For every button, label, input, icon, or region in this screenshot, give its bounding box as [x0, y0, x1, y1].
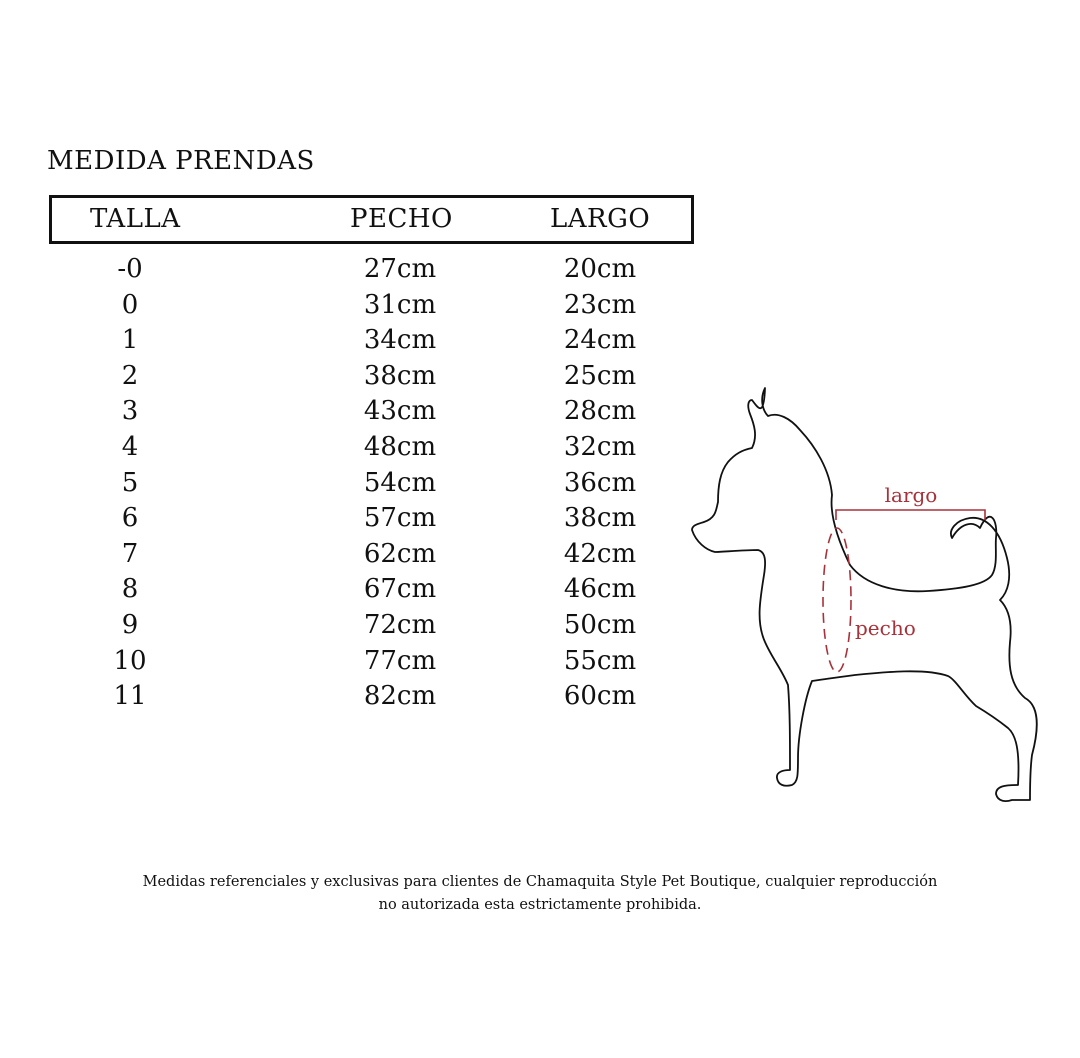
table-row: [0, 503, 700, 539]
cell-talla: 5: [121, 467, 139, 498]
cell-pecho: 82cm: [363, 681, 437, 712]
cell-largo: 32cm: [563, 431, 637, 462]
cell-largo: 46cm: [563, 574, 637, 605]
page-title: MEDIDA PRENDAS: [47, 146, 315, 176]
largo-label: largo: [884, 483, 938, 507]
cell-talla: 2: [121, 360, 139, 391]
cell-talla: 10: [113, 645, 147, 676]
table-header: [49, 195, 694, 244]
cell-largo: 28cm: [563, 396, 637, 427]
cell-pecho: 57cm: [363, 503, 437, 534]
cell-pecho: 77cm: [363, 645, 437, 676]
cell-largo: 38cm: [563, 503, 637, 534]
cell-largo: 50cm: [563, 609, 637, 640]
dog-diagram: [680, 380, 1050, 810]
cell-talla: 7: [121, 538, 139, 569]
cell-talla: -0: [117, 254, 143, 284]
cell-largo: 36cm: [563, 467, 637, 498]
cell-pecho: 27cm: [363, 254, 437, 284]
table-row: [0, 539, 700, 575]
footer-line-1: Medidas referenciales y exclusivas para clientes de Chamaquita Style Pet Boutique, cualquier reproducción: [142, 874, 938, 890]
table-row: [0, 681, 700, 717]
size-table: [0, 254, 700, 717]
cell-largo: 23cm: [563, 289, 637, 320]
table-row: [0, 646, 700, 682]
cell-largo: 25cm: [563, 360, 637, 391]
cell-pecho: 31cm: [363, 289, 437, 320]
cell-talla: 0: [121, 289, 139, 320]
cell-pecho: 67cm: [363, 574, 437, 605]
cell-pecho: 48cm: [363, 431, 437, 462]
cell-largo: 24cm: [563, 325, 637, 356]
dog-outline: [692, 388, 1037, 801]
header-largo: LARGO: [550, 204, 651, 234]
header-talla: TALLA: [90, 204, 181, 234]
cell-largo: 55cm: [563, 645, 637, 676]
pecho-ellipse: [823, 528, 851, 672]
table-row: [0, 254, 700, 290]
table-row: [0, 432, 700, 468]
header-pecho: PECHO: [350, 204, 453, 234]
cell-talla: 3: [121, 396, 139, 427]
cell-pecho: 62cm: [363, 538, 437, 569]
pecho-label: pecho: [855, 616, 916, 640]
cell-pecho: 43cm: [363, 396, 437, 427]
table-row: [0, 610, 700, 646]
cell-largo: 42cm: [563, 538, 637, 569]
footer-line-2: no autorizada esta estrictamente prohibida.: [378, 897, 702, 913]
cell-talla: 8: [121, 574, 139, 605]
cell-pecho: 72cm: [363, 609, 437, 640]
table-row: [0, 361, 700, 397]
table-row: [0, 574, 700, 610]
cell-largo: 20cm: [563, 254, 637, 284]
cell-talla: 1: [121, 325, 139, 356]
largo-bracket: [836, 510, 985, 520]
footer-disclaimer: [0, 871, 1080, 917]
cell-talla: 9: [121, 609, 139, 640]
cell-pecho: 54cm: [363, 467, 437, 498]
cell-largo: 60cm: [563, 681, 637, 712]
table-row: [0, 290, 700, 326]
cell-talla: 6: [121, 503, 139, 534]
cell-pecho: 34cm: [363, 325, 437, 356]
cell-talla: 4: [121, 431, 139, 462]
cell-pecho: 38cm: [363, 360, 437, 391]
cell-talla: 11: [113, 681, 147, 712]
table-row: [0, 468, 700, 504]
table-row: [0, 396, 700, 432]
table-row: [0, 325, 700, 361]
